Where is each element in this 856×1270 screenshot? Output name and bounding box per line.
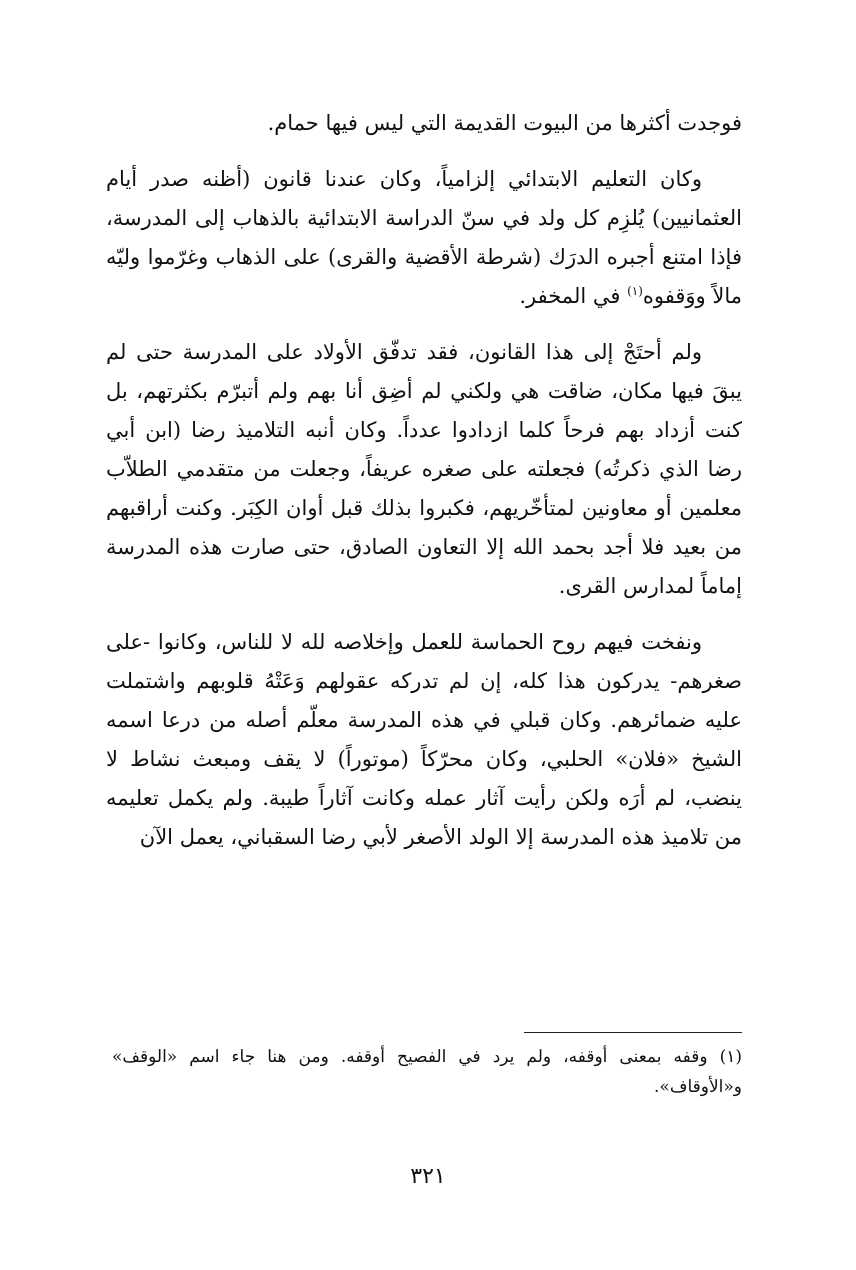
paragraph-2-text-end: في المخفر. — [519, 284, 628, 308]
footnote-text: وقفه بمعنى أوقفه، ولم يرد في الفصيح أوقفه. ومن هنا جاء اسم «الوقف» و«الأوقاف». — [112, 1047, 742, 1097]
footnote-reference[interactable]: (١) — [627, 284, 643, 298]
paragraph-1-text: فوجدت أكثرها من البيوت القديمة التي ليس فيها حمام. — [267, 111, 742, 135]
paragraph-2 — [106, 160, 742, 316]
page-body — [106, 104, 742, 874]
footnote-divider — [524, 1032, 742, 1033]
paragraph-1 — [106, 104, 742, 143]
footnote-marker: (١) — [719, 1047, 742, 1067]
paragraph-4-text: ونفخت فيهم روح الحماسة للعمل وإخلاصه لله لا للناس، وكانوا -على صغرهم- يدركون هذا كله، إن لم تدركه عقولهم وَعَتْهُ قلوبهم واشتملت عليه ضمائرهم. وكان قبلي في هذه المدرسة معلّم أصله من درعا اسمه الشيخ «فلان» الحلبي، وكان محرّكاً (موتوراً) لا يقف ومبعث نشاط لا ينضب، لم أرَه ولكن رأيت آثار عمله وكانت آثاراً طيبة. ولم يكمل تعليمه من تلاميذ هذه المدرسة إلا الولد الأصغر لأبي رضا السقباني، يعمل الآن — [106, 630, 742, 849]
paragraph-3 — [106, 333, 742, 606]
paragraph-4 — [106, 623, 742, 857]
page-number: ٣٢١ — [410, 1164, 446, 1189]
paragraph-2-text: وكان التعليم الابتدائي إلزامياً، وكان عندنا قانون (أظنه صدر أيام العثمانيين) يُلزِم كل ولد في سنّ الدراسة الابتدائية بالذهاب إلى المدرسة، فإذا امتنع أجبره الدرَك (شرطة الأقضية والقرى) على الذهاب وغرّموا وليّه مالاً ووَقفوه — [106, 167, 742, 308]
paragraph-3-text: ولم أحتَجْ إلى هذا القانون، فقد تدفّق الأولاد على المدرسة حتى لم يبقَ فيها مكان، ضاقت هي ولكني لم أضِق أنا بهم ولم أتبرّم بكثرتهم، بل كنت أزداد بهم فرحاً كلما ازدادوا عدداً. وكان أنبه التلاميذ رضا (ابن أبي رضا الذي ذكرتُه) فجعلته على صغره عريفاً، وجعلت من متقدمي الطلاّب معلمين أو معاونين لمتأخّريهم، فكبروا بذلك قبل أوان الكِبَر. وكنت أراقبهم من بعيد فلا أجد بحمد الله إلا التعاون الصادق، حتى صارت هذه المدرسة إماماً لمدارس القرى. — [106, 340, 742, 598]
footnote — [112, 1042, 742, 1102]
